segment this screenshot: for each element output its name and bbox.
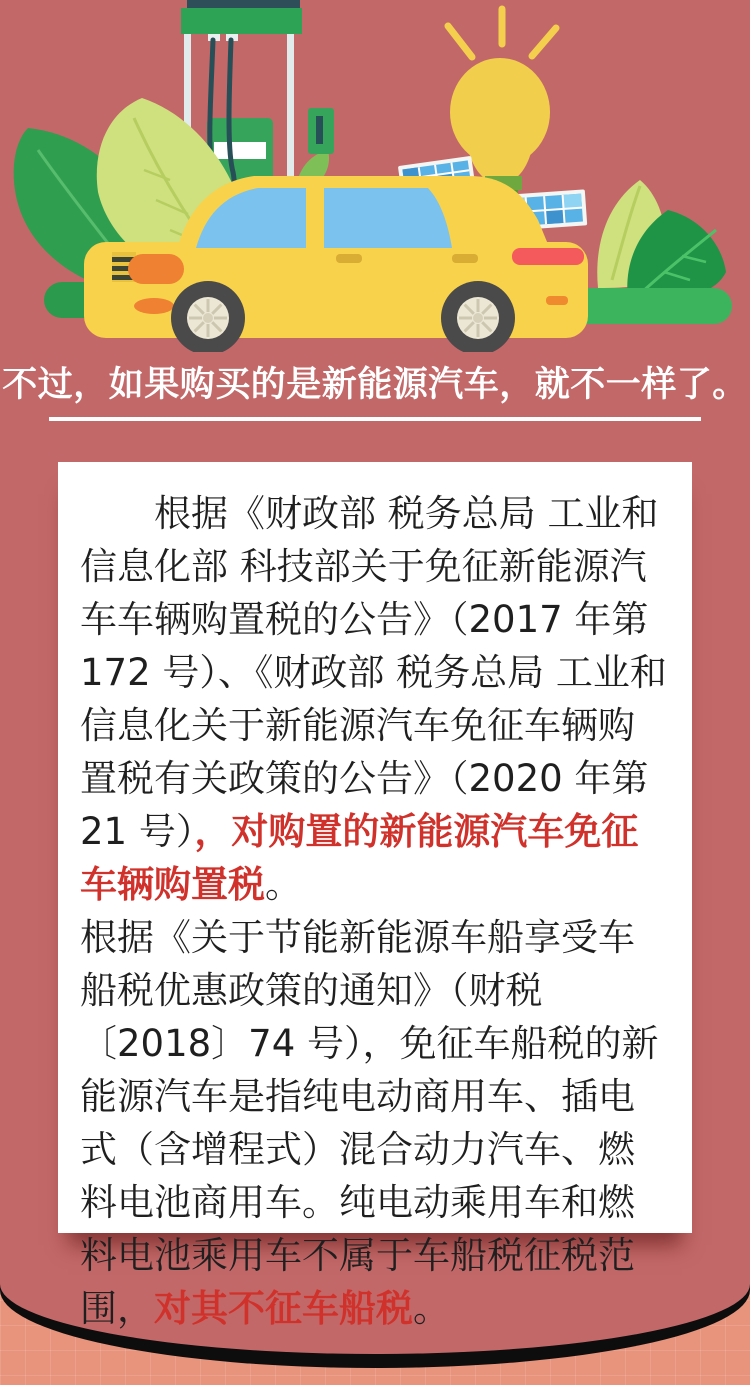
hero-illustration	[0, 0, 750, 352]
banner-heading: 不过，如果购买的是新能源汽车，就不一样了。	[2, 365, 748, 405]
policy-paragraph-vehicle-vessel-tax: 根据《关于节能新能源车船享受车船税优惠政策的通知》（财税〔2018〕74 号），免征车船税的新能源汽车是指纯电动商用车、插电式（含增程式）混合动力汽车、燃料电池商用车。纯电动乘用车和燃料电池乘用车不属于车船税征税范围，对其不征车船税。	[80, 916, 659, 1330]
policy-paragraph-purchase-tax: 根据《财政部 税务总局 工业和信息化部 科技部关于免征新能源汽车车辆购置税的公告》（2017 年第 172 号）、《财政部 税务总局 工业和信息化关于新能源汽车免征车辆购置税有关政策的公告》（2020 年第 21 号），对购置的新能源汽车免征车辆购置税。	[80, 492, 667, 906]
info-card	[58, 462, 692, 1330]
banner-underline	[49, 417, 701, 421]
